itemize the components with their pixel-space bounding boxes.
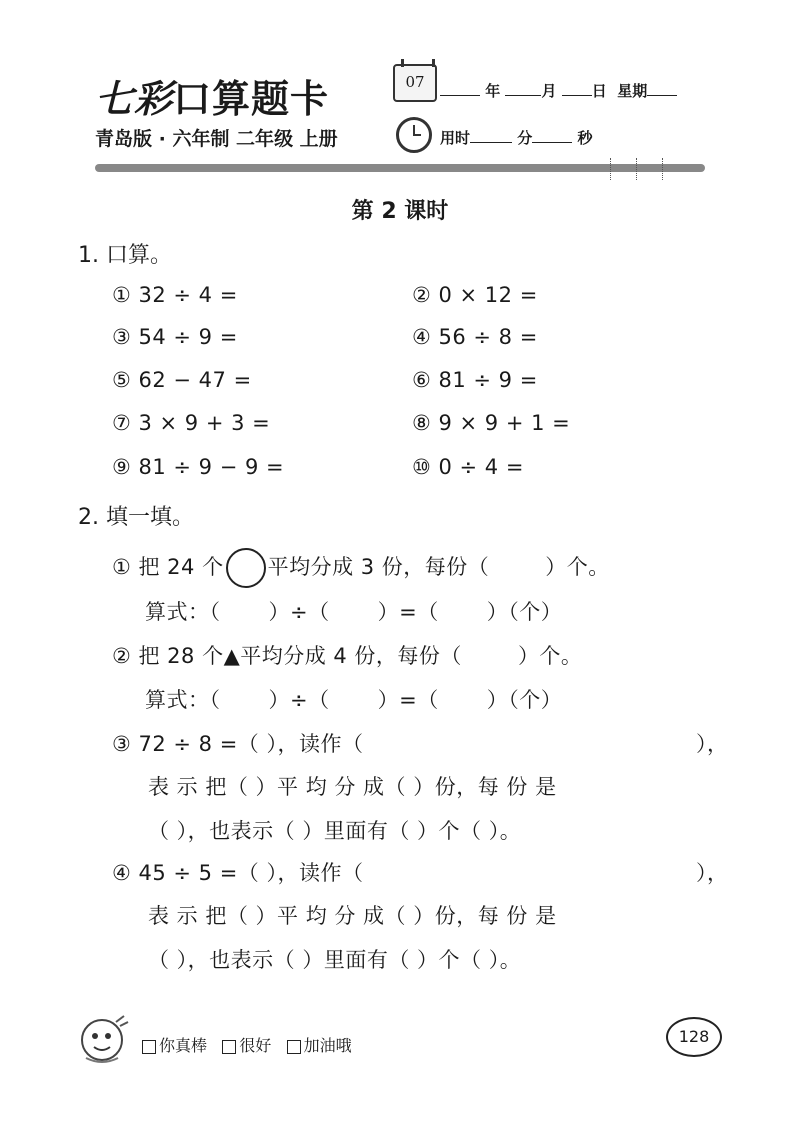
lesson-title: 第 2 课时	[351, 199, 449, 224]
brand-logo-text: 七彩	[95, 76, 174, 121]
q2-part4-line1-end: ），	[696, 861, 729, 885]
q2-part1-text: ）个。	[545, 555, 610, 579]
rating-label: 加油哦	[303, 1036, 352, 1055]
mascot-illustration	[76, 1010, 132, 1066]
brand-title	[95, 68, 329, 123]
minute-label: 分	[517, 129, 533, 147]
q1-item: ② 0 × 12 =	[412, 283, 538, 307]
brand-name: 口算题卡	[173, 77, 330, 121]
date-line	[440, 80, 677, 101]
calendar-icon	[393, 64, 437, 102]
weekday-label: 星期	[617, 82, 648, 100]
q1-item: ⑤ 62 − 47 =	[112, 368, 252, 392]
second-blank[interactable]	[532, 128, 572, 143]
q1-item: ⑥ 81 ÷ 9 =	[412, 368, 538, 392]
q2-part1	[112, 548, 610, 588]
q2-part2	[112, 640, 582, 670]
rating-checkbox[interactable]	[222, 1040, 236, 1054]
day-blank[interactable]	[562, 81, 592, 96]
q2-part3-line1: ③ 72 ÷ 8 =（ ），读作（	[112, 732, 364, 756]
q2-part1-text: ① 把 24 个	[112, 555, 224, 579]
page-number: 128	[666, 1017, 722, 1057]
rating-options	[142, 1033, 352, 1056]
q1-item: ① 32 ÷ 4 =	[112, 283, 238, 307]
month-blank[interactable]	[505, 81, 541, 96]
formula-line: 算式：（ ）÷（ ）=（ ）（个）	[145, 600, 563, 624]
q2-part3-line1-end: ），	[696, 732, 729, 756]
q1-item: ⑧ 9 × 9 + 1 =	[412, 411, 571, 435]
q1-item: ④ 56 ÷ 8 =	[412, 325, 538, 349]
q1-heading: 1. 口算。	[78, 243, 172, 268]
q2-part3-line3: （ ），也表示（ ）里面有（ ）个（ ）。	[148, 819, 522, 843]
circle-shape-icon	[226, 548, 266, 588]
q2-part3-line2: 表 示 把（ ）平 均 分 成（ ）份，每 份 是	[148, 775, 557, 799]
q2-part2-text: ② 把 28 个▲平均分成 4 份，每份（	[112, 644, 462, 668]
formula-label: 算式：	[145, 600, 210, 624]
q2-part4-line2: 表 示 把（ ）平 均 分 成（ ）份，每 份 是	[148, 904, 557, 928]
rule-bead	[662, 158, 667, 180]
q1-item: ⑩ 0 ÷ 4 =	[412, 455, 524, 479]
year-blank[interactable]	[440, 81, 480, 96]
q1-item: ⑦ 3 × 9 + 3 =	[112, 411, 271, 435]
second-label: 秒	[577, 129, 593, 147]
rating-label: 很好	[239, 1036, 272, 1055]
rating-checkbox[interactable]	[142, 1040, 156, 1054]
calendar-number: 07	[405, 73, 425, 91]
q2-part2-text: ）个。	[517, 644, 583, 668]
q2-part4-line1: ④ 45 ÷ 5 =（ ），读作（	[112, 861, 364, 885]
month-label: 月	[541, 82, 557, 100]
edition-label: 青岛版 · 六年制 二年级 上册	[95, 128, 338, 150]
minute-blank[interactable]	[470, 128, 512, 143]
time-line	[440, 127, 593, 148]
rating-label: 你真棒	[159, 1036, 208, 1055]
rule-bead	[636, 158, 641, 180]
q2-heading: 2. 填一填。	[78, 505, 194, 530]
q2-part4-line3: （ ），也表示（ ）里面有（ ）个（ ）。	[148, 948, 522, 972]
q1-item: ③ 54 ÷ 9 =	[112, 325, 238, 349]
weekday-blank[interactable]	[647, 81, 677, 96]
rule-bead	[610, 158, 615, 180]
q2-part1-text: 平均分成 3 份，每份（	[267, 555, 490, 579]
formula-label: 算式：	[145, 688, 210, 712]
formula-line: 算式：（ ）÷（ ）=（ ）（个）	[145, 688, 563, 712]
rating-checkbox[interactable]	[287, 1040, 301, 1054]
time-label: 用时	[440, 129, 471, 147]
day-label: 日	[591, 82, 607, 100]
q1-item: ⑨ 81 ÷ 9 − 9 =	[112, 455, 285, 479]
clock-icon	[396, 117, 432, 153]
year-label: 年	[485, 82, 501, 100]
